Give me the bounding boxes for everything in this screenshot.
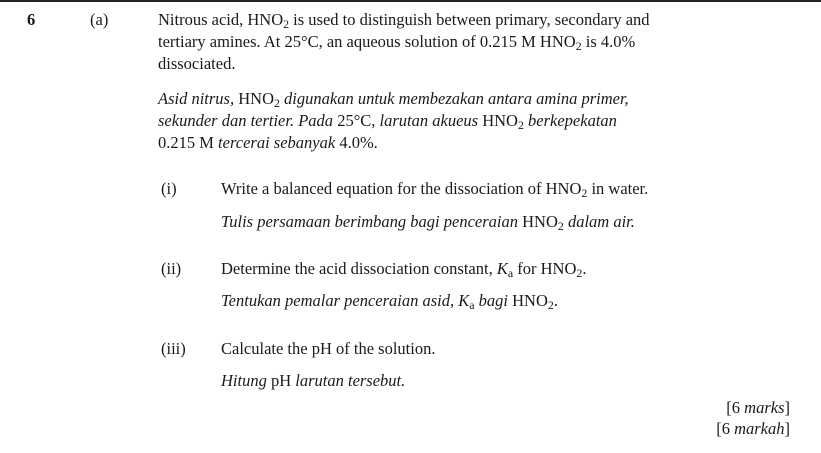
subpart-iii-en: Calculate the pH of the solution. [221,339,436,358]
subpart-i-en: Write a balanced equation for the dissociation of $HNO_2$ in water. [221,179,649,200]
marks-en: [6 marks] [726,398,790,417]
subpart-ii-en: Determine the acid dissociation constant, $K_a$ for $HNO_2$. [221,259,587,280]
subpart-i-my: Tulis persamaan berimbang bagi penceraian $HNO_2$ dalam air. [221,212,635,233]
intro-my-line-2: sekunder dan tertier. Pada 25°C, larutan akueus $HNO_2$ berkepekatan [158,111,617,132]
subpart-ii-my: Tentukan pemalar penceraian asid, $K_a$ bagi $HNO_2$. [221,291,558,312]
intro-en-line-2: tertiary amines. At 25°C, an aqueous solution of 0.215 M $HNO_2$ is 4.0% [158,32,636,53]
intro-my-line-3: 0.215 M tercerai sebanyak 4.0%. [158,133,378,152]
question-number: 6 [27,10,36,29]
subpart-label-iii: (iii) [161,339,186,358]
subpart-iii-my: Hitung pH larutan tersebut. [221,371,406,390]
subpart-label-i: (i) [161,179,177,198]
intro-my-line-1: Asid nitrus, $HNO_2$ digunakan untuk membezakan antara amina primer, [158,89,629,110]
subpart-label-ii: (ii) [161,259,182,278]
marks-my: [6 markah] [716,419,790,438]
intro-en-line-3: dissociated. [158,54,236,73]
intro-en-line-1: Nitrous acid, $HNO_2$ is used to distinguish between primary, secondary and [158,10,650,31]
top-rule [0,0,821,2]
part-label: (a) [90,10,109,29]
